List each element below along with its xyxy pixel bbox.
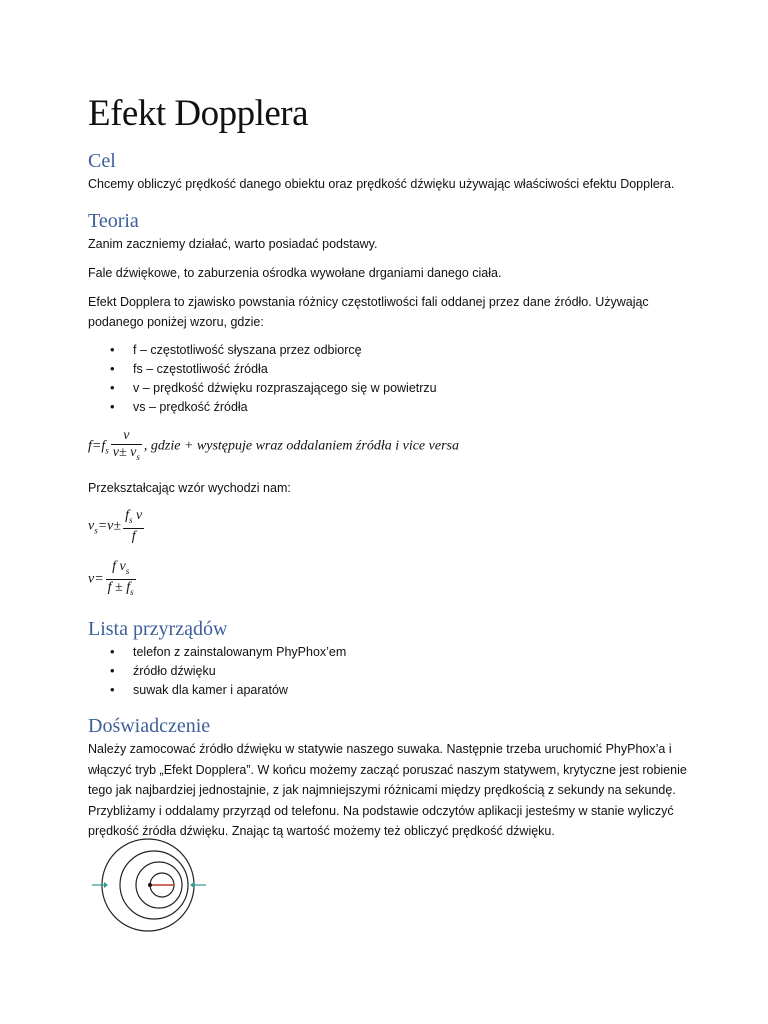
equipment-list (88, 642, 688, 699)
variable-list (88, 340, 688, 416)
doppler-formula: $f=f_s$ $\frac{v}{v\pm v_s}$ , gdzie + występuje wraz oddalaniem źródła i vice versa (88, 428, 459, 465)
list-item: • źródło dźwięku (88, 661, 688, 680)
list-item: • telefon z zainstalowanym PhyPhox’em (88, 642, 688, 661)
formula-source-velocity: $v_s=v\pm$ $\frac{f_s v}{f}$ (88, 508, 143, 544)
section-heading-cel: Cel (88, 150, 116, 172)
teoria-paragraph-4: Przekształcając wzór wychodzi nam: (88, 481, 291, 495)
list-item: • fs – częstotliwość źródła (88, 359, 688, 378)
formula-sound-velocity: v= $\frac{f v_s}{f \pm f_s}$ (88, 559, 138, 600)
list-item: • vs – prędkość źródła (88, 397, 688, 416)
section-heading-doswiadczenie: Doświadczenie (88, 715, 211, 737)
doswiadczenie-text: Należy zamocować źródło dźwięku w statywie naszego suwaka. Następnie trzeba uruchomić PhyPhox’a i włączyć tryb „Efekt Dopplera”. W końcu możemy zacząć poruszać naszym statywem, krytyczne jest robienie tego jak najbardziej jednostajnie, z jak najmniejszymi różnicami między prędkością z sekundy na sekundę. Przybliżamy i oddalamy przyrząd od telefonu. Na podstawie odczytów aplikacji jesteśmy w stanie wyliczyć prędkość źródła dźwięku. Znając tą wartość możemy też obliczyć prędkość dźwięku. (88, 742, 687, 838)
list-item: • v – prędkość dźwięku rozpraszającego się w powietrzu (88, 378, 688, 397)
teoria-paragraph-3: Efekt Dopplera to zjawisko powstania różnicy częstotliwości fali oddanej przez dane źródło. Używając podanego poniżej wzoru, gdzie: (88, 295, 649, 329)
cel-text: Chcemy obliczyć prędkość danego obiektu oraz prędkość dźwięku używając właściwości efektu Dopplera. (88, 177, 675, 191)
page-title: Efekt Dopplera (88, 93, 309, 134)
teoria-paragraph-1: Zanim zaczniemy działać, warto posiadać podstawy. (88, 237, 378, 251)
section-heading-lista: Lista przyrządów (88, 618, 228, 640)
section-heading-teoria: Teoria (88, 210, 139, 232)
list-item: • f – częstotliwość słyszana przez odbiorcę (88, 340, 688, 359)
teoria-paragraph-2: Fale dźwiękowe, to zaburzenia ośrodka wywołane drganiami danego ciała. (88, 266, 502, 280)
list-item: • suwak dla kamer i aparatów (88, 680, 688, 699)
formula-note: , gdzie + występuje wraz oddalaniem źródła i vice versa (143, 438, 459, 454)
doppler-wavefront-diagram (88, 838, 213, 933)
